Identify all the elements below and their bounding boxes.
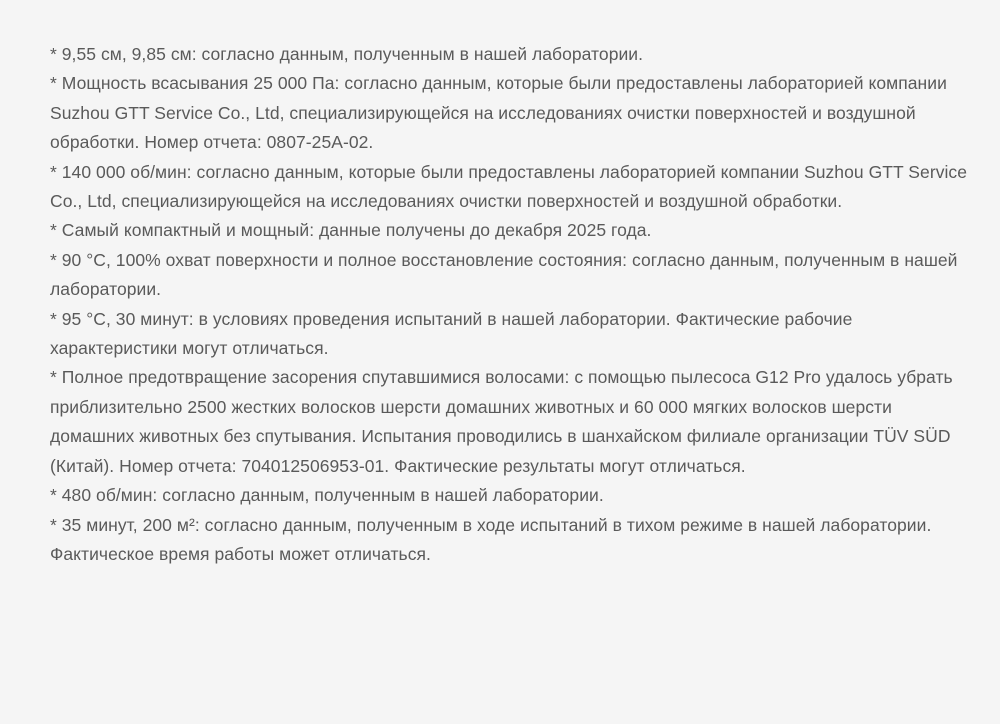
footnotes-list <box>50 40 970 569</box>
footnote-runtime-area: * 35 минут, 200 м²: согласно данным, полученным в ходе испытаний в тихом режиме в нашей лаборатории. Фактическое время работы может отличаться. <box>50 514 932 564</box>
footnote-anti-tangle: * Полное предотвращение засорения спутавшимися волосами: с помощью пылесоса G12 Pro удалось убрать приблизительно 2500 жестких волосков шерсти домашних животных и 60 000 мягких волосков шерсти домашних животных без спутывания. Испытания проводились в шанхайском филиале организации TÜV SÜD (Китай). Номер отчета: 704012506953-01. Фактические результаты могут отличаться. <box>50 367 953 476</box>
footnote-roller-speed: * 480 об/мин: согласно данным, полученным в нашей лаборатории. <box>50 485 604 506</box>
footnote-compact-powerful: * Самый компактный и мощный: данные получены до декабря 2025 года. <box>50 220 652 241</box>
footnote-surface-coverage: * 90 °C, 100% охват поверхности и полное восстановление состояния: согласно данным, полученным в нашей лаборатории. <box>50 249 958 300</box>
footnote-dimensions: * 9,55 см, 9,85 см: согласно данным, полученным в нашей лаборатории. <box>50 44 644 64</box>
footnote-motor-speed: * 140 000 об/мин: согласно данным, которые были предоставлены лабораторией компании Suzhou GTT Service Co., Ltd, специализирующейся на исследованиях очистки поверхностей и воздушной обработки. <box>50 161 968 212</box>
footnote-hot-water-drying: * 95 °C, 30 минут: в условиях проведения испытаний в нашей лаборатории. Фактические рабочие характеристики могут отличаться. <box>50 308 853 359</box>
footnote-suction-power: * Мощность всасывания 25 000 Па: согласно данным, которые были предоставлены лабораторией компании Suzhou GTT Service Co., Ltd, специализирующейся на исследованиях очистки поверхностей и воздушной обработки. Номер отчета: 0807-25A-02. <box>50 73 947 153</box>
